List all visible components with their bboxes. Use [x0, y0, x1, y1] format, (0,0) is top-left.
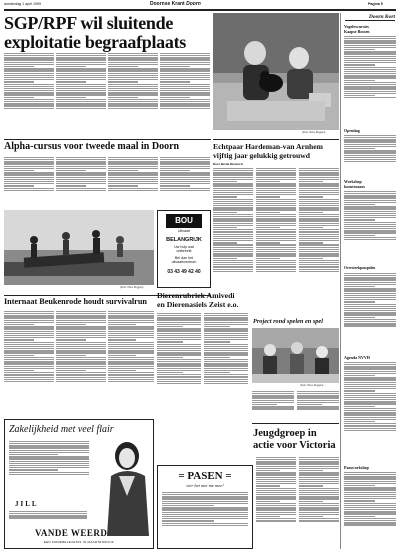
jeugdgroep-text-col-1 [256, 456, 296, 549]
echtpaar-headline [213, 142, 339, 160]
survival-photo [4, 210, 154, 285]
jeugdgroep-text-col-2 [299, 456, 339, 549]
alpha-text-col-3 [108, 156, 158, 206]
internaat-headline: Internaat Beukenrode houdt survivalrun [4, 297, 147, 306]
couple-photo-illustration [213, 13, 339, 130]
couple-photo-caption [213, 131, 313, 139]
sidebar-text-3 [344, 190, 396, 264]
sidebar-item-opruiing: Opruiing [344, 128, 360, 133]
jill-ad-store-sub: EEN MODEBELEVENIS IN MAARTENSDIJK [43, 540, 115, 544]
main-article-text-col-4 [160, 52, 210, 135]
couple-photo [213, 13, 339, 130]
sidebar-item-agenda: Agenda NVVH [344, 355, 370, 360]
sidebar-item-vogelexcursies [344, 24, 396, 34]
dierenrubriek-text-col-2 [204, 312, 248, 417]
internaat-text-col-2 [56, 310, 106, 415]
sidebar-text-5 [344, 361, 396, 461]
sidebar-item-paasworkshop: Paasworkshop [344, 465, 369, 470]
sidebar-text-4 [344, 272, 396, 352]
survival-photo-illustration [4, 210, 154, 285]
project-photo-credit: (Foto: Hans Roggen) [300, 384, 324, 387]
echtpaar-headline-line-1: Echtpaar Hardeman-van Arnhem [213, 142, 323, 151]
alpha-headline: Alpha-cursus voor tweede maal in Doorn [4, 141, 180, 152]
bou-phone[interactable]: 03 43 49 42 40 [167, 269, 201, 275]
jeugdgroep-headline-line-1: Jeugdgroep in [253, 428, 317, 439]
jeugdgroep-rule [252, 423, 339, 424]
sidebar-text-1 [344, 35, 396, 127]
main-article-text-col-1 [4, 52, 54, 135]
alpha-rule [4, 139, 211, 140]
bou-line-2: ontbreekt [176, 249, 192, 253]
project-photo-illustration [252, 328, 339, 383]
project-text-col-1 [252, 390, 294, 420]
jeugdgroep-headline-line-2: actie voor Victoria [253, 440, 336, 451]
couple-photo-credit: (Foto: Hans Roggen) [302, 131, 326, 134]
jill-ad-text [9, 440, 91, 490]
project-text-col-2 [297, 390, 339, 420]
pasen-sub: vier het met me mee! [186, 483, 224, 488]
jill-ad-model-illustration [89, 436, 153, 536]
sidebar-item-workshop [344, 179, 396, 189]
main-article-text-col-3 [108, 52, 158, 135]
jill-ad-brand: JILL [15, 500, 39, 508]
bou-brand: BOU [175, 216, 193, 225]
bou-line-4: uitvaartcentrum [171, 260, 197, 264]
echtpaar-text-col-3 [299, 167, 339, 317]
sidebar-item-label: Vogelexcursies [344, 24, 369, 29]
main-headline-block [4, 14, 211, 51]
bou-sub: Uitvaart [177, 229, 191, 233]
main-headline-line-2: exploitatie begraafplaats [4, 32, 186, 52]
echtpaar-text-col-2 [256, 167, 296, 317]
header-paper: Doornse Krant [150, 1, 185, 7]
internaat-text-col-3 [108, 310, 154, 415]
header-date: donderdag 1 april 1999 [4, 2, 41, 6]
main-headline-line-1: SGP/RPF wil sluitende [4, 13, 174, 33]
internaat-text-col-1 [4, 310, 54, 415]
header-page-number: Pagina 5 [368, 2, 383, 6]
dierenrubriek-text-col-1 [157, 312, 201, 417]
sidebar-text-2 [344, 134, 396, 176]
echtpaar-byline: Door Bertie Dietvorst [213, 162, 244, 166]
jill-ad-store: VANDE WEERD [35, 528, 108, 538]
jill-ad-address [9, 510, 87, 524]
sidebar-divider [340, 13, 341, 549]
header-rule [4, 9, 396, 11]
survival-photo-caption [4, 286, 114, 294]
pasen-ad[interactable] [157, 465, 253, 549]
alpha-text-col-2 [56, 156, 106, 206]
sidebar-item-oversteek: Oversteekpasspalen [344, 266, 376, 270]
jill-ad[interactable] [4, 419, 154, 549]
survival-photo-credit: (Foto: Hans Roggen) [120, 286, 144, 289]
pasen-headline: = PASEN = [178, 470, 232, 482]
sidebar-item-label: Workshop [344, 179, 362, 184]
bou-logo [166, 214, 202, 228]
bou-ad[interactable] [157, 210, 211, 288]
bou-line-3: Bel dan het [174, 256, 194, 260]
alpha-text-col-4 [160, 156, 210, 206]
bou-line-1: Uw hulp wat [174, 245, 194, 249]
echtpaar-rule [213, 139, 339, 140]
bou-belangrijk: BELANGRIJK [166, 237, 202, 243]
header-paper-section: Doorn [186, 1, 201, 7]
sidebar-text-6 [344, 471, 396, 549]
main-article-text-col-2 [56, 52, 106, 135]
dierenrubriek-headline [157, 291, 257, 309]
dierenrubriek-headline-line-2: en Dierenasiels Zeist e.o. [157, 300, 239, 309]
alpha-text-col-1 [4, 156, 54, 206]
header-masthead [150, 1, 201, 7]
sidebar-item-label: kunstenaars [344, 184, 365, 189]
pasen-text [162, 491, 248, 541]
jill-ad-headline: Zakelijkheid met veel flair [9, 424, 114, 435]
dierenrubriek-headline-line-1: Dierenrubriek Amivedi [157, 291, 235, 300]
echtpaar-headline-line-2: vijftig jaar gelukkig getrouwd [213, 151, 310, 160]
project-headline: Project rond spelen en spel [253, 318, 323, 325]
jeugdgroep-headline [253, 428, 339, 452]
sidebar-item-label: Kaapse Bossen [344, 29, 370, 34]
sidebar-title: Doorn Kort [345, 14, 395, 21]
project-photo [252, 328, 339, 383]
